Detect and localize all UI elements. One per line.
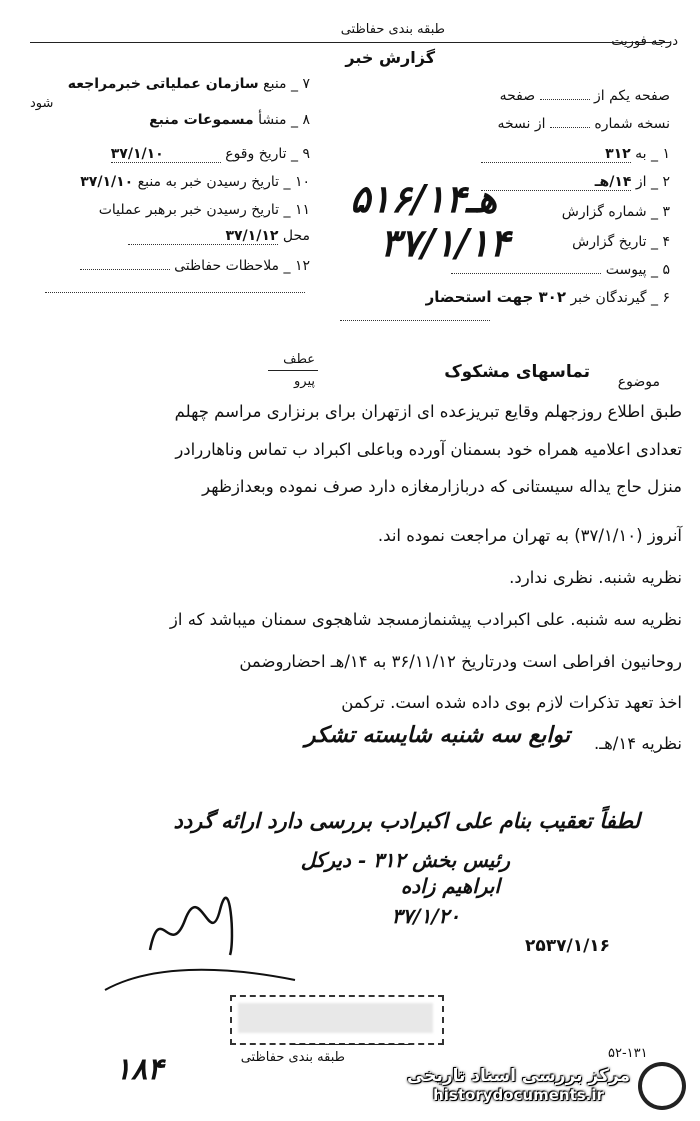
redaction-blur	[238, 1003, 433, 1033]
handwritten-note-a: لطفاً تعقیب بنام علی اکبرادب بررسی دارد ارائه گردد	[173, 808, 640, 833]
page-number: ۱۸۴	[115, 1052, 164, 1087]
field-4: ۴ _ تاریخ گزارش	[572, 234, 670, 250]
watermark: مرکز بررسی اسناد تاریخی historydocuments.ir	[407, 1066, 630, 1104]
field-11: ۱۱ _ تاریخ رسیدن خبر برهبر عملیات	[98, 202, 310, 218]
body-line-6: نظریه سه شنبه. علی اکبرادب پیشنمازمسجد شاهجوی سمنان میباشد که از	[169, 610, 682, 629]
field-12: ۱۲ _ ملاحظات حفاظتی	[80, 258, 310, 274]
field-10: ۱۰ _ تاریخ رسیدن خبر به منبع ۳۷/۱/۱۰	[80, 174, 310, 190]
field-11-place: محل ۳۷/۱/۱۲	[128, 228, 310, 245]
field-8: ۸ _ منشأ مسموعات منبع	[149, 112, 310, 128]
body-line-7: روحانیون افراطی است ودرتاریخ ۳۶/۱۱/۱۲ به ۱۴/هـ احضاروضمن	[239, 652, 682, 671]
handwritten-note-b: رئیس بخش ۳۱۲ - دیرکل	[300, 848, 510, 872]
handwritten-report-date: ۳۷/۱/۱۴	[380, 220, 510, 265]
body-line-1: طبق اطلاع روزجهلم وقایع تبریزعده ای ازتهران برای برنزاری مراسم چهلم	[174, 402, 682, 421]
signature-scribble	[140, 890, 240, 970]
field-7-extra: شود	[30, 96, 54, 111]
classification-bottom: طبقه بندی حفاظتی	[240, 1050, 345, 1065]
field-5: ۵ _ پیوست	[451, 262, 670, 278]
body-line-2: تعدادی اعلامیه همراه خود بسمنان آورده وباعلی اکبراد ب تماس وناهاررادر	[175, 440, 682, 459]
signature-underline	[100, 960, 300, 1000]
footer-rule	[290, 1044, 410, 1045]
blank-line-2	[340, 320, 490, 321]
field-3: ۳ _ شماره گزارش	[561, 204, 670, 220]
report-title: گزارش خبر	[345, 48, 435, 67]
header-rule	[30, 42, 670, 43]
signature-1: ابراهیم زاده	[400, 874, 500, 898]
page-of: صفحه یکم از صفحه	[499, 88, 670, 104]
piro-label: پیرو	[294, 374, 315, 389]
field-7: ۷ _ منبع سازمان عملیاتی خبرمراجعه	[67, 76, 310, 92]
priority-label: درجه فوریت	[611, 34, 678, 49]
subject-value: تماسهای مشکوک	[444, 362, 590, 382]
field-6: ۶ _ گیرندگان خبر ۳۰۲ جهت استحضار	[425, 288, 670, 306]
subject-label: موضوع	[617, 374, 660, 390]
field-9: ۹ _ تاریخ وقوع ۳۷/۱/۱۰	[110, 146, 310, 162]
body-line-5: نظریه شنبه. نظری ندارد.	[509, 568, 682, 587]
handwritten-report-number: ۵۱۶/۱۴هـ	[350, 176, 498, 221]
field-2: ۲ _ از ۱۴/هـ	[481, 174, 670, 191]
blank-line	[45, 292, 305, 293]
body-line-4: آنروز (۳۷/۱/۱۰) به تهران مراجعت نموده اند.	[377, 526, 682, 545]
handwritten-line-1: توابع سه شنبه شایسته تشکر	[304, 722, 570, 748]
copy-number: نسخه شماره از نسخه	[497, 116, 670, 132]
body-line-3: منزل حاج یداله سیستانی که دربازارمغازه دارد صرف نموده وبعدازظهر	[202, 477, 682, 496]
document-date: ۲۵۳۷/۱/۱۶	[525, 936, 611, 956]
form-code: ۵۲-۱۳۱	[608, 1046, 648, 1061]
atf-rule	[268, 370, 318, 371]
watermark-logo-icon	[638, 1062, 686, 1110]
signature-1-date: ۳۷/۱/۲۰	[391, 904, 460, 928]
body-line-8: اخذ تعهد تذکرات لازم بوی داده شده است. ترکمن	[341, 693, 682, 712]
classification-top: طبقه بندی حفاظتی	[340, 22, 445, 37]
atf-label: عطف	[283, 352, 315, 367]
body-line-9: نظریه ۱۴/هـ.	[594, 734, 682, 753]
field-1: ۱ _ به ۳۱۲	[481, 146, 670, 163]
